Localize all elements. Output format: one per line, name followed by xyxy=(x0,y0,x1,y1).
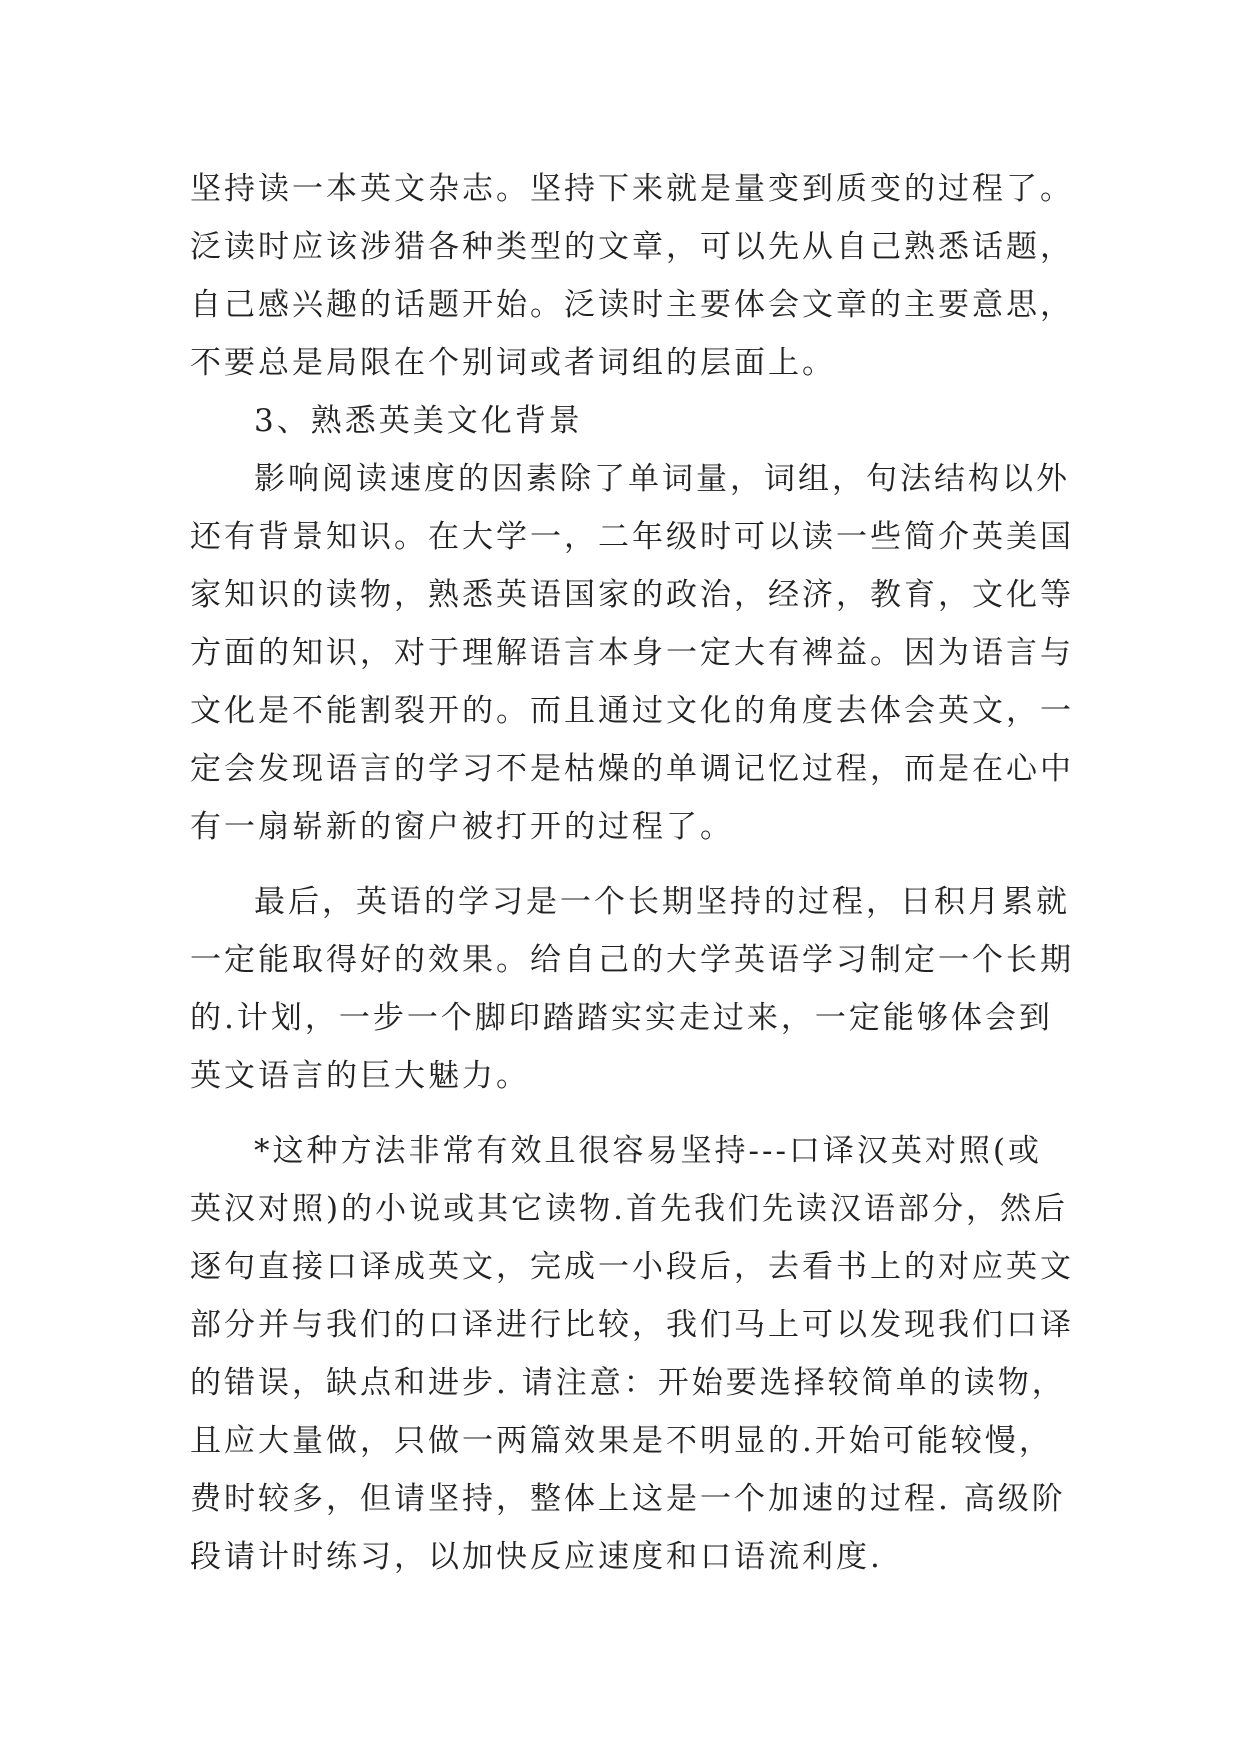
paragraph-gap xyxy=(190,856,1070,873)
section-heading: 3、熟悉英美文化背景 xyxy=(254,403,583,439)
text-line: 文化是不能割裂开的。而且通过文化的角度去体会英文，一 xyxy=(190,693,1074,729)
text-line: 费时较多，但请坚持，整体上这是一个加速的过程. 高级阶 xyxy=(190,1481,1066,1517)
text-line: 的.计划，一步一个脚印踏踏实实走过来，一定能够体会到 xyxy=(190,1000,1053,1036)
text-line: 家知识的读物，熟悉英语国家的政治，经济，教育，文化等 xyxy=(190,577,1074,613)
text-line: 有一扇崭新的窗户被打开的过程了。 xyxy=(190,809,734,845)
paragraph-gap xyxy=(190,1105,1070,1122)
text-line: 不要总是局限在个别词或者词组的层面上。 xyxy=(190,345,836,381)
text-line: 且应大量做，只做一两篇效果是不明显的.开始可能较慢， xyxy=(190,1423,1053,1459)
text-line: 逐句直接口译成英文，完成一小段后，去看书上的对应英文 xyxy=(190,1249,1074,1285)
text-line: 部分并与我们的口译进行比较，我们马上可以发现我们口译 xyxy=(190,1307,1074,1343)
text-line: 段请计时练习，以加快反应速度和口语流利度. xyxy=(190,1539,883,1575)
body-text xyxy=(190,160,1074,1586)
text-line: 的错误，缺点和进步. 请注意：开始要选择较简单的读物， xyxy=(190,1365,1066,1401)
text-line: 自己感兴趣的话题开始。泛读时主要体会文章的主要意思， xyxy=(190,287,1074,323)
text-line: 一定能取得好的效果。给自己的大学英语学习制定一个长期 xyxy=(190,942,1074,978)
text-line: 坚持读一本英文杂志。坚持下来就是量变到质变的过程了。 xyxy=(190,171,1074,207)
text-line: 英文语言的巨大魅力。 xyxy=(190,1058,530,1094)
text-line: 影响阅读速度的因素除了单词量，词组，句法结构以外 xyxy=(254,461,1070,497)
text-line: 英汉对照)的小说或其它读物.首先我们先读汉语部分，然后 xyxy=(190,1191,1068,1227)
text-line: 定会发现语言的学习不是枯燥的单调记忆过程，而是在心中 xyxy=(190,751,1074,787)
text-line: 还有背景知识。在大学一，二年级时可以读一些简介英美国 xyxy=(190,519,1074,555)
text-line: 泛读时应该涉猎各种类型的文章，可以先从自己熟悉话题， xyxy=(190,229,1074,265)
text-line: 方面的知识，对于理解语言本身一定大有裨益。因为语言与 xyxy=(190,635,1074,671)
text-line: *这种方法非常有效且很容易坚持---口译汉英对照(或 xyxy=(254,1133,1043,1169)
text-line: 最后，英语的学习是一个长期坚持的过程，日积月累就 xyxy=(254,884,1070,920)
